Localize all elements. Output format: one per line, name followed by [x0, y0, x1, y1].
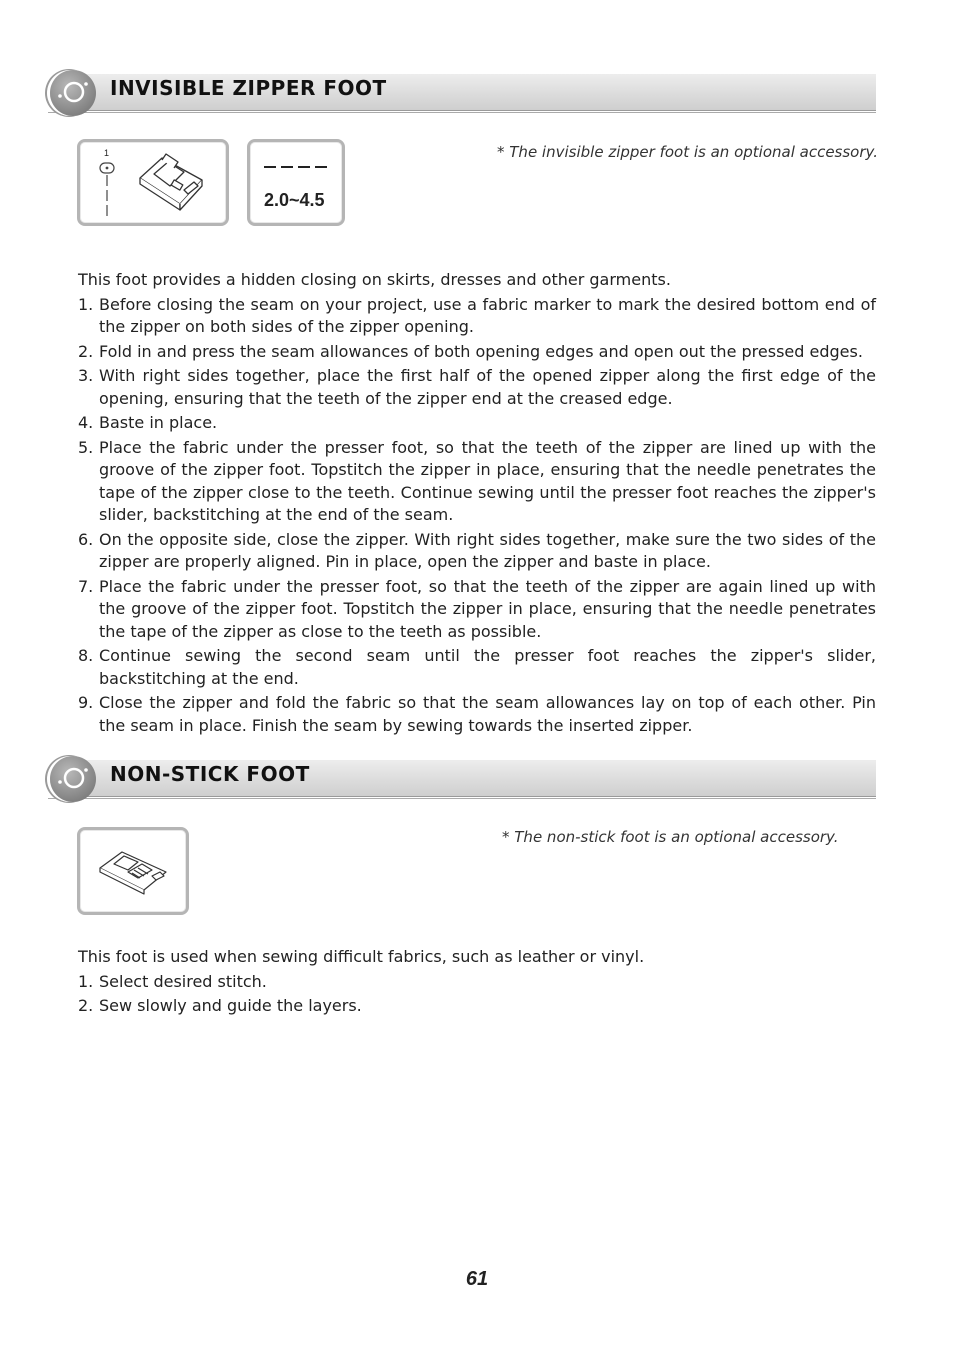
optional-accessory-note: * The invisible zipper foot is an optional accessory. — [497, 143, 878, 161]
stitch-width-box — [247, 139, 345, 226]
list-item: 4. Baste in place. — [78, 413, 218, 432]
header-underline — [48, 798, 876, 799]
zipper-instructions — [78, 269, 876, 739]
page-number: 61 — [465, 1268, 489, 1290]
dashed-stitch-length-icon — [262, 162, 332, 172]
sewing-dial-icon — [50, 70, 96, 116]
list-item: 2. Fold in and press the seam allowances of both opening edges and open out the pressed edges. — [78, 341, 863, 361]
list-item: 1. Before closing the seam on your project, use a fabric marker to mark the desired bottom end of the zipper on both sides of the zipper opening. — [78, 294, 876, 336]
list-item: 2. Sew slowly and guide the layers. — [78, 996, 362, 1015]
section-header-invisible-zipper — [48, 70, 876, 120]
section-header-non-stick — [48, 756, 876, 806]
zipper-foot-box — [77, 139, 229, 226]
section-title: INVISIBLE ZIPPER FOOT — [110, 76, 387, 100]
steps-list — [78, 294, 876, 738]
steps-list — [78, 971, 876, 1018]
list-item: 6. On the opposite side, close the zipper. With right sides together, make sure the two sides of the zipper are properly aligned. Pin in place, open the zipper and baste in place. — [78, 529, 876, 571]
optional-accessory-note: * The non-stick foot is an optional accessory. — [502, 828, 839, 846]
non-stick-instructions — [78, 946, 876, 1020]
sewing-dial-icon — [50, 756, 96, 802]
stitch-width-range: 2.0~4.5 — [264, 190, 325, 210]
header-underline — [48, 112, 876, 113]
non-stick-foot-icon — [94, 846, 174, 896]
section-title: NON-STICK FOOT — [110, 762, 310, 786]
list-item: 3. With right sides together, place the first half of the opened zipper along the first edge of the opening, ensuring that the teeth of the zipper end at the creased edge. — [78, 366, 876, 408]
list-item: 5. Place the fabric under the presser foot, so that the teeth of the zipper are lined up with the groove of the zipper foot. Topstitch the zipper in place, ensuring that the needle penetrates the tape of the zipper close to the teeth. Continue sewing until the presser foot reaches the zipper's slider, backstitching at the end of the seam. — [78, 437, 876, 524]
list-item: 8. Continue sewing the second seam until the presser foot reaches the zipper's slider, backstitching at the end. — [78, 646, 876, 688]
non-stick-foot-box — [77, 827, 189, 915]
intro-text: This foot is used when sewing difficult fabrics, such as leather or vinyl. — [78, 947, 645, 966]
intro-text: This foot provides a hidden closing on skirts, dresses and other garments. — [78, 270, 671, 289]
list-item: 1. Select desired stitch. — [78, 971, 267, 991]
invisible-zipper-foot-icon — [132, 150, 212, 216]
straight-stitch-icon — [98, 160, 118, 220]
stitch-number: 1 — [104, 148, 110, 158]
list-item: 9. Close the zipper and fold the fabric so that the seam allowances lay on top of each other. Pin the seam in place. Finish the seam by sewing towards the inserted zipper. — [78, 693, 876, 735]
list-item: 7. Place the fabric under the presser foot, so that the teeth of the zipper are again lined up with the groove of the zipper foot. Topstitch the zipper in place, ensuring that the needle penetrates the tape of the zipper as close to the teeth as possible. — [78, 576, 876, 641]
